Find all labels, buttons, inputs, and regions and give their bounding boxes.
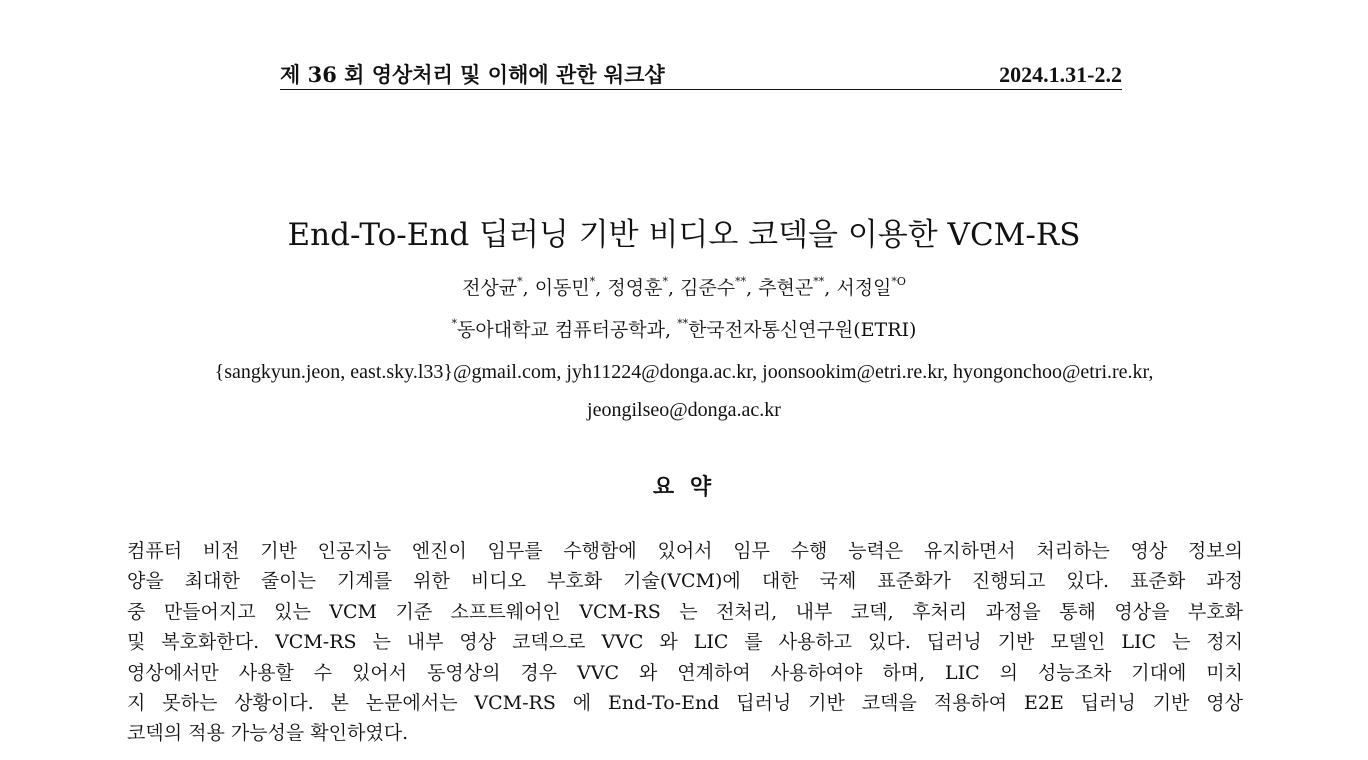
workshop-date: 2024.1.31-2.2 <box>999 62 1122 87</box>
affiliation-etri: 한국전자통신연구원(ETRI) <box>688 319 917 341</box>
abstract-line: 중 만들어지고 있는 VCM 기준 소프트웨어인 VCM-RS 는 전처리, 내부 코덱, 후처리 과정을 통해 영상을 부호화 <box>127 600 1243 623</box>
author-separator: , <box>667 277 681 299</box>
abstract-line: 영상에서만 사용할 수 있어서 동영상의 경우 VVC 와 연계하여 사용하여야 하며, LIC 의 성능조차 기대에 미치 <box>127 661 1243 684</box>
abstract-line: 지 못하는 상황이다. 본 논문에서는 VCM-RS 에 End-To-End 딥러닝 기반 코덱을 적용하여 E2E 딥러닝 기반 영상 <box>127 691 1243 714</box>
email-line-2: jeongilseo@donga.ac.kr <box>587 399 781 421</box>
abstract-line: 양을 최대한 줄이는 기계를 위한 비디오 부호화 기술(VCM)에 대한 국제 표준화가 진행되고 있다. 표준화 과정 <box>127 570 1243 593</box>
abstract-line: 및 복호화한다. VCM-RS 는 내부 영상 코덱으로 VVC 와 LIC 를 사용하고 있다. 딥러닝 기반 모델인 LIC 는 정지 <box>127 631 1243 654</box>
email-line-1: {sangkyun.jeon, east.sky.l33}@gmail.com, jyh11224@donga.ac.kr, joonsookim@etri.re.kr, hyongonchoo@etri.re.kr, <box>214 361 1154 383</box>
author-separator: , <box>824 277 837 299</box>
author-mark: ** <box>735 275 747 288</box>
abstract-line: 코덱의 적용 가능성을 확인하였다. <box>127 722 409 745</box>
running-header <box>280 62 1122 90</box>
author-separator: , <box>522 277 535 299</box>
workshop-name: 제 36 회 영상처리 및 이해에 관한 워크샵 <box>280 62 665 87</box>
author-separator: , <box>595 277 608 299</box>
author-mark: *O <box>891 275 906 288</box>
abstract-line: 컴퓨터 비전 기반 인공지능 엔진이 임무를 수행함에 있어서 임무 수행 능력은 유지하면서 처리하는 영상 정보의 <box>127 540 1243 562</box>
author-name: 추현곤 <box>758 277 814 299</box>
affiliation-mark: ** <box>677 317 689 330</box>
author-name: 전상균 <box>462 277 518 299</box>
author-list <box>0 274 1368 302</box>
author-name: 정영훈 <box>607 277 663 299</box>
author-mark: * <box>589 275 596 288</box>
paper-title: End-To-End 딥러닝 기반 비디오 코덱을 이용한 VCM-RS <box>287 217 1081 253</box>
author-name: 이동민 <box>534 277 590 299</box>
affiliation-donga: 동아대학교 컴퓨터공학과, <box>457 319 678 341</box>
author-mark: * <box>517 275 523 288</box>
author-separator: , <box>746 277 759 299</box>
abstract-body <box>127 536 1243 749</box>
abstract-heading: 요 약 <box>652 475 716 500</box>
author-name: 김준수 <box>680 277 736 299</box>
author-mark: ** <box>813 275 825 288</box>
author-mark: * <box>662 275 668 288</box>
affiliation-mark: * <box>451 317 458 330</box>
author-name: 서정일 <box>836 277 892 299</box>
affiliations <box>0 316 1368 344</box>
